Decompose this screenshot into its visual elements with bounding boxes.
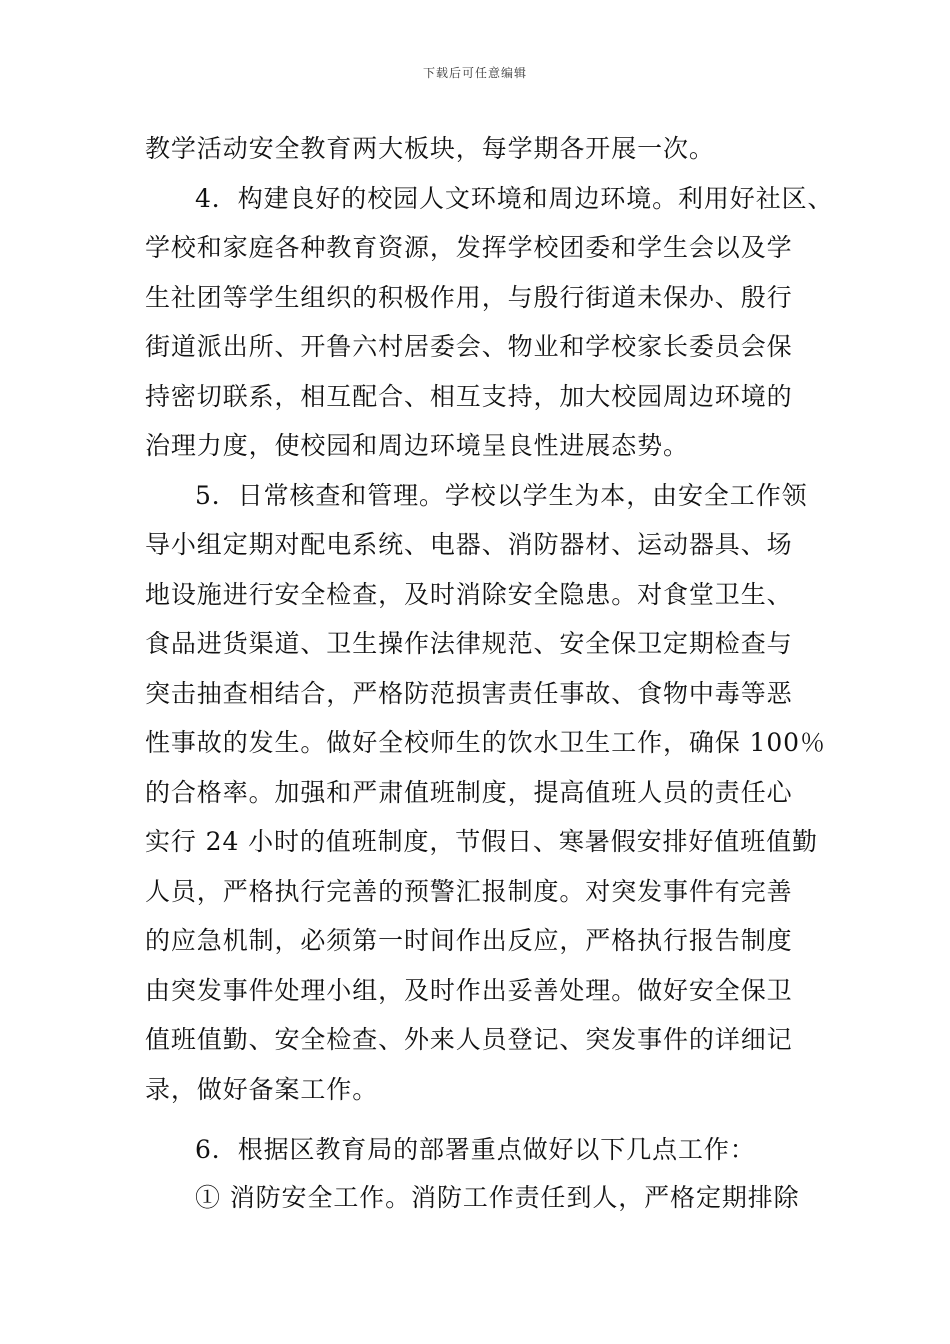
paragraph-4-first-line: 4．构建良好的校园人文环境和周边环境。利用好社区、 xyxy=(195,184,834,213)
text-line: 的应急机制，必须第一时间作出反应，严格执行报告制度 xyxy=(145,926,793,955)
text-line: 食品进货渠道、卫生操作法律规范、安全保卫定期检查与 xyxy=(145,629,793,658)
text-line: 治理力度，使校园和周边环境呈良性进展态势。 xyxy=(145,431,689,460)
text-line: 实行 24 小时的值班制度，节假日、寒暑假安排好值班值勤 xyxy=(145,827,818,856)
text-line: 值班值勤、安全检查、外来人员登记、突发事件的详细记 xyxy=(145,1025,793,1054)
paragraph-6-first-line: 6．根据区教育局的部署重点做好以下几点工作： xyxy=(195,1135,756,1164)
text-line: 街道派出所、开鲁六村居委会、物业和学校家长委员会保 xyxy=(145,332,793,361)
text-line: 由突发事件处理小组，及时作出妥善处理。做好安全保卫 xyxy=(145,976,793,1005)
text-line: 录，做好备案工作。 xyxy=(145,1075,379,1104)
text-line: 导小组定期对配电系统、电器、消防器材、运动器具、场 xyxy=(145,530,793,559)
text-line: 性事故的发生。做好全校师生的饮水卫生工作，确保 100％ xyxy=(145,728,826,757)
text-line: 突击抽查相结合，严格防范损害责任事故、食物中毒等恶 xyxy=(145,679,793,708)
text-line: 的合格率。加强和严肃值班制度，提高值班人员的责任心 xyxy=(145,778,793,807)
page-header: 下载后可任意编辑 xyxy=(422,66,527,80)
text-line: 地设施进行安全检查，及时消除安全隐患。对食堂卫生、 xyxy=(145,580,793,609)
text-line: 人员，严格执行完善的预警汇报制度。对突发事件有完善 xyxy=(145,877,793,906)
text-line: 持密切联系，相互配合、相互支持，加大校园周边环境的 xyxy=(145,382,793,411)
paragraph-5-first-line: 5．日常核查和管理。学校以学生为本，由安全工作领 xyxy=(195,481,808,510)
list-item-1-line: ① 消防安全工作。消防工作责任到人，严格定期排除 xyxy=(195,1183,800,1212)
text-line: 教学活动安全教育两大板块，每学期各开展一次。 xyxy=(145,134,715,163)
text-line: 学校和家庭各种教育资源，发挥学校团委和学生会以及学 xyxy=(145,233,793,262)
text-line: 生社团等学生组织的积极作用，与殷行街道未保办、殷行 xyxy=(145,283,793,312)
